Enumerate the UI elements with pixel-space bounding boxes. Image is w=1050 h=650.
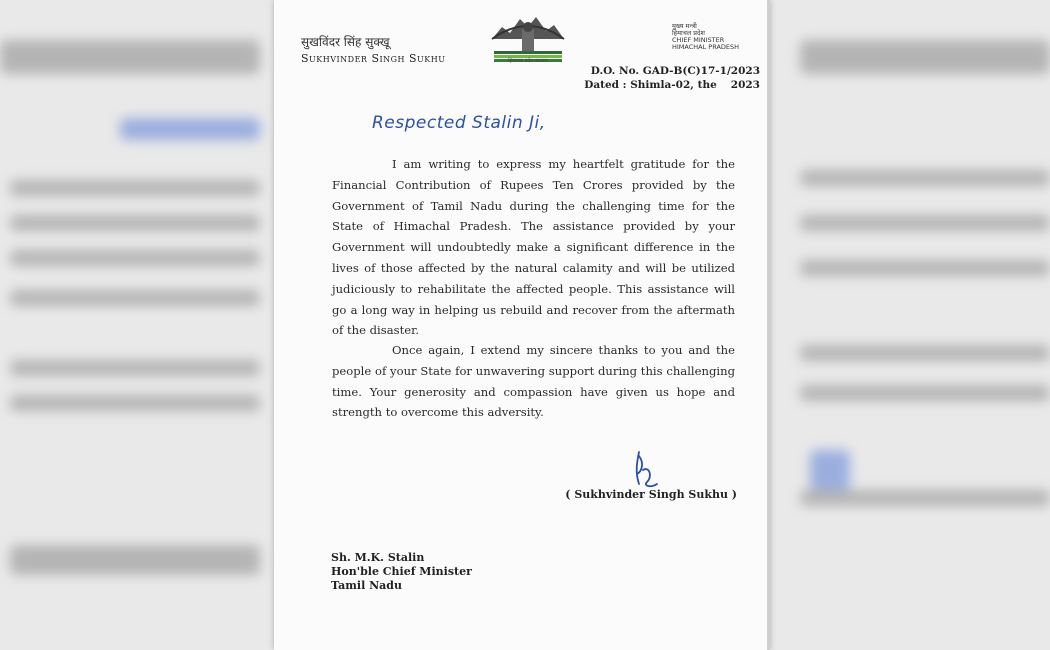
addressee-name: Sh. M.K. Stalin	[331, 551, 425, 564]
emblem-caption: हिमाचल प्रदेश सरकार	[508, 58, 548, 64]
office-english-1: CHIEF MINISTER	[672, 36, 725, 44]
office-hindi-2: हिमाचल प्रदेश	[672, 29, 705, 37]
addressee-block	[331, 551, 472, 593]
sender-name-hindi: सुखविंदर सिंह सुक्खू	[301, 35, 390, 49]
office-block	[672, 23, 762, 51]
letter-page	[274, 0, 770, 650]
signatory-name: ( Sukhvinder Singh Sukhu )	[565, 488, 737, 501]
addressee-title: Hon'ble Chief Minister	[331, 565, 472, 578]
body-paragraph-1: I am writing to express my heartfelt gratitude for the Financial Contribution of Rupees Ten Crores provided by the Government of Tamil Nadu during the challenging time for the State of Himachal Pradesh. The assistance provided by your Government will undoubtedly make a significant difference in the lives of those affected by the natural calamity and will be utilized judiciously to rehabilitate the affected people. This assistance will go a long way in helping us rebuild and recover from the aftermath of the disaster.	[332, 157, 735, 338]
body-paragraph-2: Once again, I extend my sincere thanks to you and the people of your State for unwavering support during this challenging time. Your generosity and compassion have given us hope and strength to overcome this adversity.	[332, 343, 735, 420]
dated-label: Dated : Shimla-02, the	[584, 79, 717, 91]
office-english-2: HIMACHAL PRADESH	[672, 43, 740, 51]
reference-number: D.O. No. GAD-B(C)17-1/2023	[590, 65, 760, 77]
sender-name-english: Sukhvinder Singh Sukhu	[301, 52, 446, 65]
reference-block	[584, 64, 760, 92]
office-hindi-1: मुख्य मन्त्री	[672, 22, 697, 30]
salutation: Respected Stalin Ji,	[372, 113, 546, 133]
addressee-state: Tamil Nadu	[331, 579, 402, 592]
page-edge	[767, 0, 770, 650]
dated-year: 2023	[730, 79, 760, 91]
